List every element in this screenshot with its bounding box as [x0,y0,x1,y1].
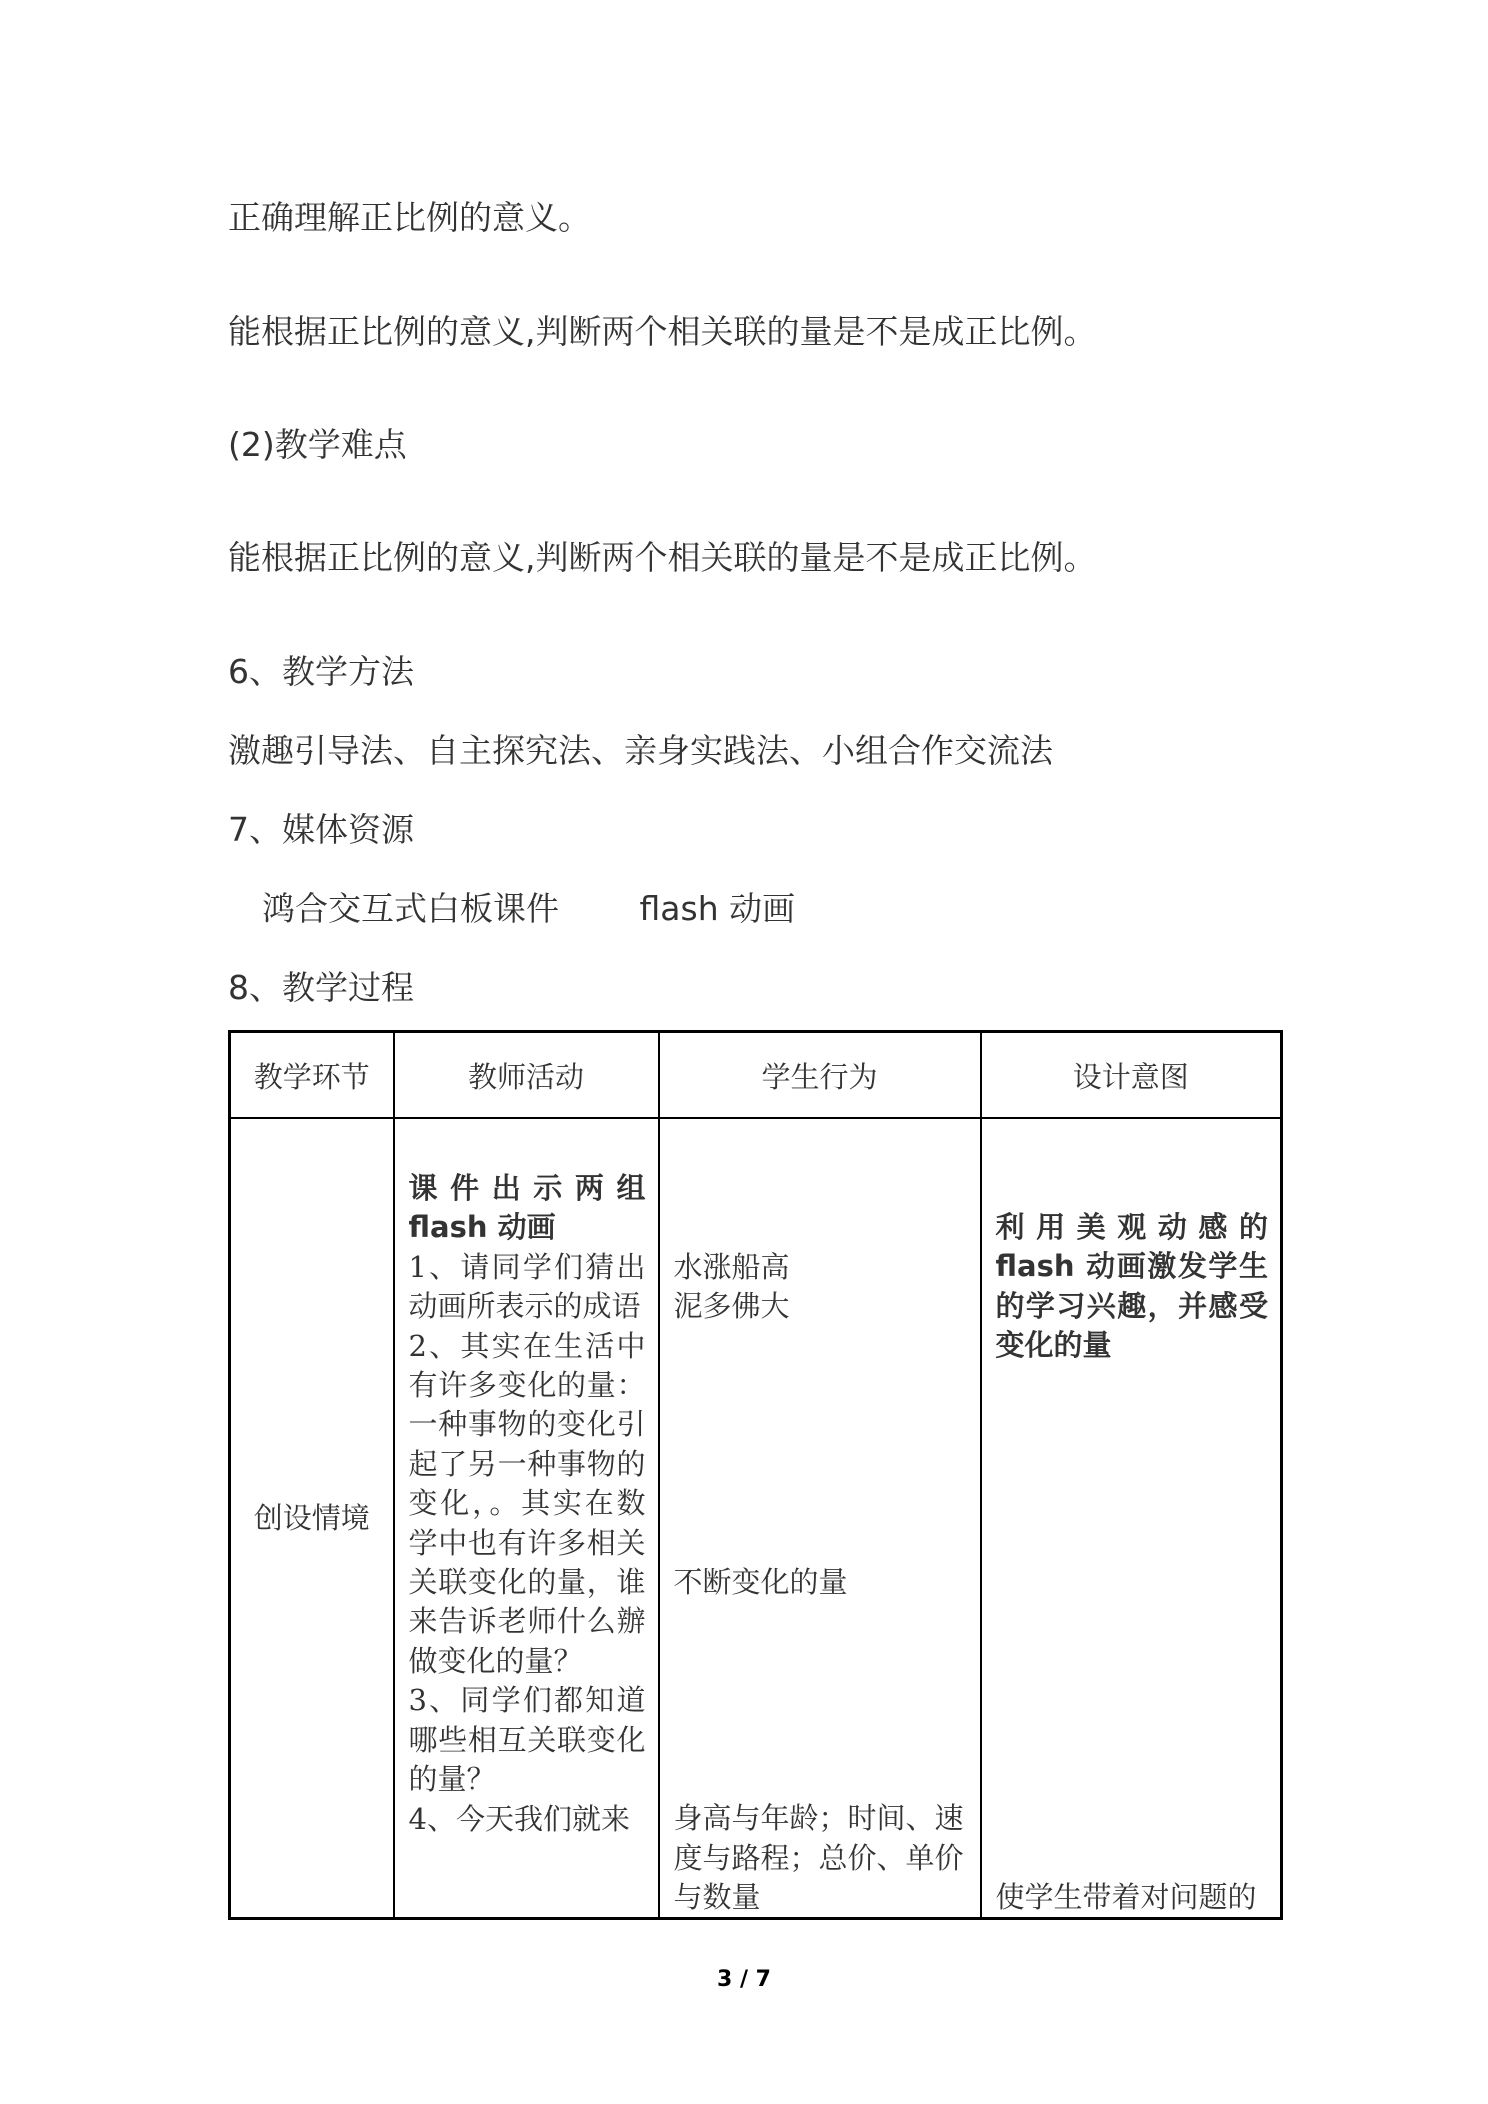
teacher-step-3: 3、同学们都知道哪些相互关联变化的量？ [408,1683,646,1797]
heading-teaching-process: 8、教学过程 [228,968,414,1007]
student-idiom-1: 水涨船高 [673,1250,790,1284]
teacher-title: 课件出示两组flash 动画 [408,1171,646,1245]
paragraph-teaching-method: 激趣引导法、自主探究法、亲身实践法、小组合作交流法 [228,731,1053,770]
heading-media-resources: 7、媒体资源 [228,810,414,849]
cell-student-behavior [659,1118,981,1919]
student-changing-quantity: 不断变化的量 [673,1564,848,1599]
teacher-step-1: 1、请同学们猜出动画所表示的成语 [408,1249,646,1324]
header-teacher-activity: 教师活动 [394,1032,659,1119]
teaching-process-table [228,1030,1283,1920]
paragraph-key-point-1: 正确理解正比例的意义。 [228,198,591,237]
media-item-whiteboard: 鸿合交互式白板课件 [262,889,559,928]
header-stage: 教学环节 [230,1032,394,1119]
teacher-step-2: 2、其实在生活中有许多变化的量：一种事物的变化引起了另一种事物的变化，。其实在数学中也有许多相关关联变化的量，谁来告诉老师什么辦做变化的量？ [408,1328,646,1678]
intent-design-1: 利用美观动感的flash 动画激发学生的学习兴趣，并感受变化的量 [995,1210,1268,1363]
cell-teacher-activity [394,1118,659,1919]
table-row [230,1118,1282,1919]
paragraph-difficulty: 能根据正比例的意义,判断两个相关联的量是不是成正比例。 [228,538,1097,577]
heading-teaching-difficulty: (2)教学难点 [228,425,407,464]
heading-teaching-method: 6、教学方法 [228,652,414,691]
page-number: 3 / 7 [717,1967,771,1992]
teacher-step-4: 4、今天我们就来 [408,1801,630,1836]
paragraph-media-resources [262,889,795,929]
intent-design-2: 使学生带着对问题的 [995,1879,1257,1914]
cell-design-intent [981,1118,1282,1919]
student-examples: 身高与年龄；时间、速度与路程；总价、单价与数量 [673,1801,964,1915]
header-design-intent: 设计意图 [981,1032,1282,1119]
student-idiom-2: 泥多佛大 [673,1289,790,1324]
header-student-behavior: 学生行为 [659,1032,981,1119]
cell-stage: 创设情境 [230,1118,394,1919]
table-header-row [230,1032,1282,1119]
media-item-flash: flash 动画 [639,889,796,928]
paragraph-key-point-2: 能根据正比例的意义,判断两个相关联的量是不是成正比例。 [228,312,1097,351]
